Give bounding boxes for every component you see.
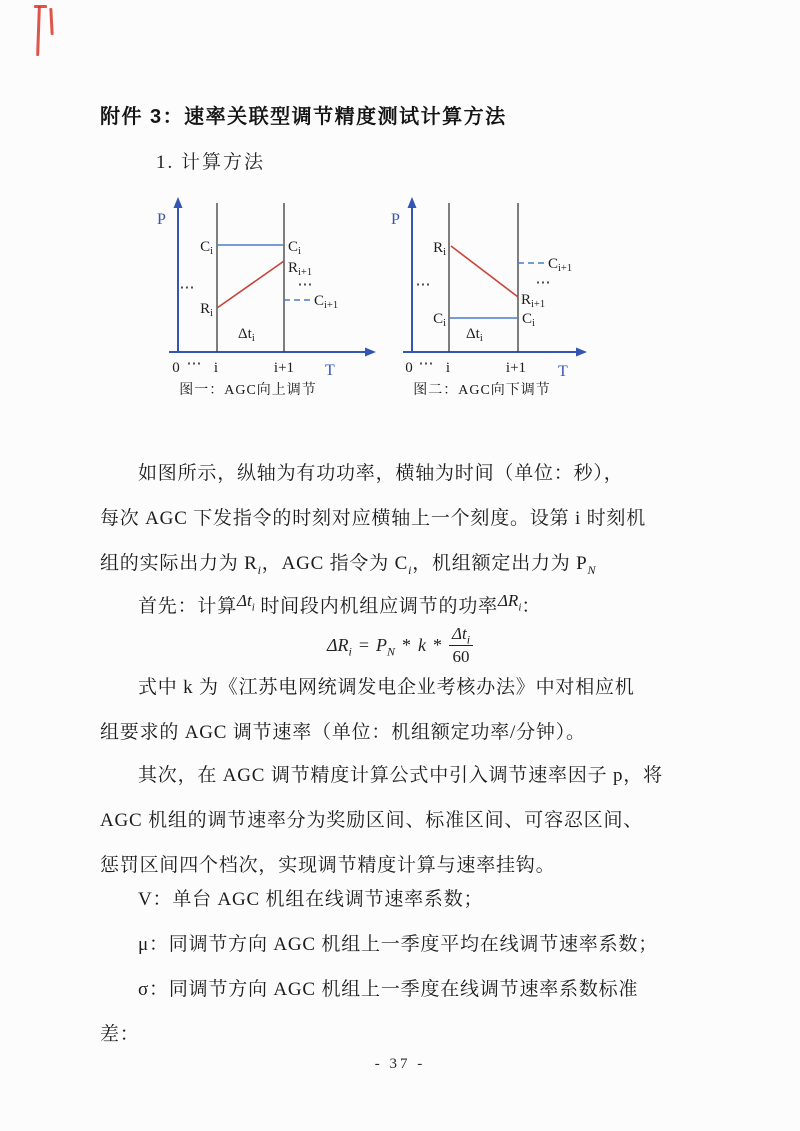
page-title: 附件 3：速率关联型调节精度测试计算方法 [100, 106, 507, 128]
formula-fraction [449, 624, 473, 666]
p-axis-arrow-icon [408, 197, 417, 208]
red-pen-mark [49, 8, 53, 35]
label-ci-left: $C_i$ [200, 239, 213, 257]
p-axis-arrow-icon [174, 197, 183, 208]
label-dots-right: ⋯ [297, 277, 313, 293]
formula-k: k [418, 634, 427, 655]
axis-label-i: i [445, 360, 451, 376]
t-axis-label: T [558, 363, 568, 380]
axis-label-zero: 0 [405, 360, 413, 376]
label-r-next: $R_{i+1}$ [521, 292, 546, 310]
para1-line3: 组的实际出力为 $R_i$，AGC 指令为 $C_i$，机组额定出力为 $P_N$ [100, 553, 597, 577]
para3-line2: 组要求的 AGC 调节速率（单位：机组额定功率/分钟）。 [100, 722, 586, 743]
figure1-caption: 图一：AGC向上调节 [179, 383, 317, 398]
label-delta-t: $\Delta t_i$ [466, 326, 483, 344]
definition-v: V：单台 AGC 机组在线调节速率系数； [138, 889, 484, 910]
fraction-numerator: $\Delta t_i$ [449, 624, 473, 646]
para3-line1: 式中 k 为《江苏电网统调发电企业考核办法》中对相应机 [138, 677, 635, 698]
formula-delta-r [100, 622, 700, 668]
section-heading: 1. 计算方法 [156, 152, 266, 173]
multiply-sign: * [402, 634, 412, 655]
label-ri-left: $R_i$ [200, 301, 213, 319]
label-delta-t: $\Delta t_i$ [238, 326, 255, 344]
label-dots-right: ⋯ [535, 275, 551, 291]
t-axis-arrow-icon [576, 348, 587, 357]
label-dots-left: ⋯ [179, 280, 195, 296]
label-ri-left: $R_i$ [433, 240, 446, 258]
response-ramp-line [217, 261, 284, 308]
red-pen-mark [36, 6, 41, 56]
para4-line3: 惩罚区间四个档次，实现调节精度计算与速率挂钩。 [100, 855, 556, 876]
p-axis-label: P [157, 211, 166, 228]
fraction-denominator: 60 [452, 646, 470, 666]
label-ci-right: $C_i$ [522, 311, 535, 329]
inline-math-delta-r: $\Delta R_i$ [497, 591, 522, 614]
definition-sigma-line1: σ：同调节方向 AGC 机组上一季度在线调节速率系数标准 [138, 979, 639, 1000]
definition-mu: μ：同调节方向 AGC 机组上一季度平均在线调节速率系数； [138, 934, 659, 955]
equals-sign: = [358, 634, 369, 655]
axis-label-i1: i+1 [273, 360, 295, 376]
label-ci-left: $C_i$ [433, 311, 446, 329]
red-pen-mark [34, 5, 47, 8]
formula-lhs: $\Delta R_i$ [326, 634, 352, 659]
t-axis-arrow-icon [365, 348, 376, 357]
label-dots-left: ⋯ [415, 277, 431, 293]
inline-math-delta-t: $\Delta t_i$ [237, 591, 255, 614]
axis-label-i: i [213, 360, 219, 376]
definition-sigma-line2: 差： [100, 1024, 140, 1045]
t-axis-label: T [325, 362, 335, 379]
label-c-next: $C_{i+1}$ [314, 293, 339, 311]
para2-line: 首先：计算$\Delta t_i$ 时间段内机组应调节的功率$\Delta R_i$： [138, 591, 542, 617]
label-ci-right: $C_i$ [288, 239, 301, 257]
para1-line2: 每次 AGC 下发指令的时刻对应横轴上一个刻度。设第 i 时刻机 [100, 508, 646, 529]
para1-line1: 如图所示，纵轴为有功功率，横轴为时间（单位：秒）， [138, 463, 624, 484]
page-number: - 37 - [374, 1056, 426, 1072]
response-ramp-line [451, 246, 518, 297]
para4-line2: AGC 机组的调节速率分为奖励区间、标准区间、可容忍区间、 [100, 810, 644, 831]
label-r-next: $R_{i+1}$ [288, 260, 313, 278]
figure-agc-down-diagram [388, 195, 610, 407]
formula-pn: $P_N$ [376, 634, 396, 659]
label-c-next: $C_{i+1}$ [548, 256, 573, 274]
figure2-caption: 图二：AGC向下调节 [413, 383, 551, 398]
para4-line1: 其次，在 AGC 调节精度计算公式中引入调节速率因子 p，将 [138, 765, 663, 786]
axis-label-zero: 0 [172, 360, 180, 376]
p-axis-label: P [391, 211, 400, 228]
axis-label-i1: i+1 [505, 360, 527, 376]
figure-agc-up-diagram [145, 195, 385, 407]
axis-label-dots: ⋯ [418, 356, 434, 372]
multiply-sign: * [433, 634, 443, 655]
axis-label-dots: ⋯ [186, 356, 202, 372]
